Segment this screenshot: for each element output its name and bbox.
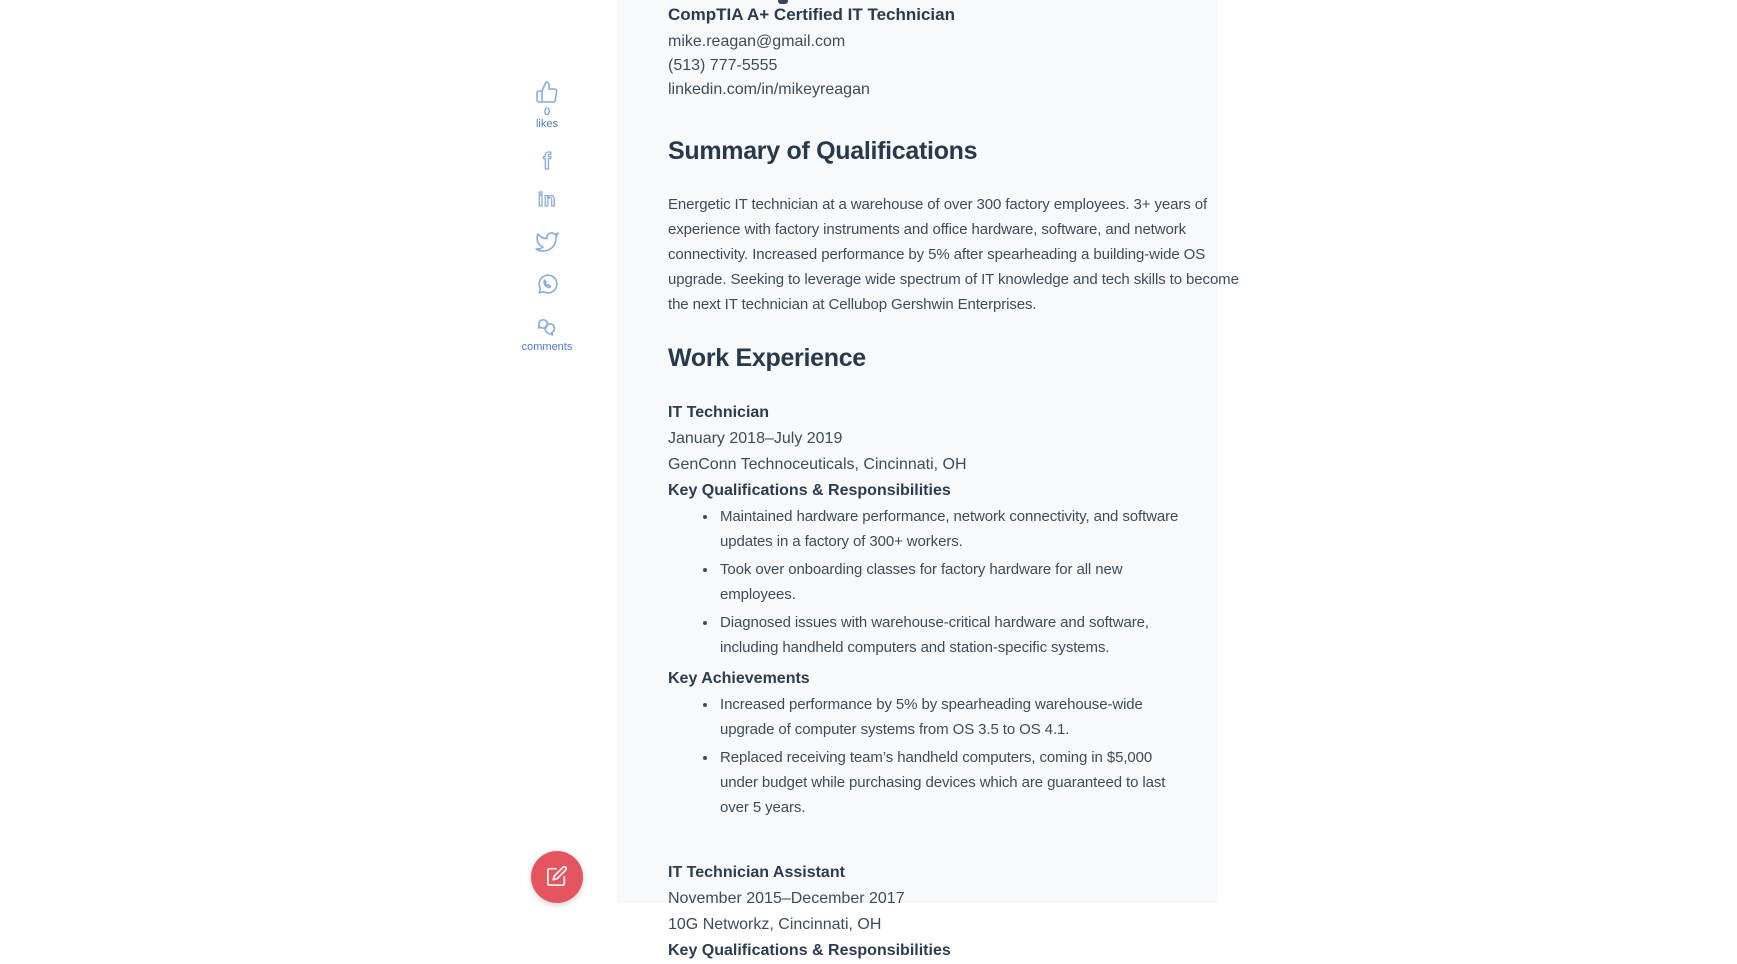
job-dates: January 2018–July 2019 xyxy=(668,430,843,447)
contact-block xyxy=(668,30,1188,102)
summary-line: experience with factory instruments and office hardware, software, and network xyxy=(668,221,1187,238)
list-item: • Diagnosed issues with warehouse-critical hardware and software, including handheld computers and station-specific systems. xyxy=(718,610,1188,660)
list-item: • Maintained hardware performance, network connectivity, and software updates in a factory of 300+ workers. xyxy=(718,504,1188,554)
section-heading-summary: Summary of Qualifications xyxy=(668,137,978,165)
thumbs-up-icon xyxy=(535,80,559,104)
job-title: IT Technician Assistant xyxy=(668,864,845,881)
edit-fab-button[interactable] xyxy=(531,851,583,903)
resume-title: CompTIA A+ Certified IT Technician xyxy=(668,5,955,24)
contact-email: mike.reagan@gmail.com xyxy=(668,33,846,50)
likes-label: likes xyxy=(535,118,558,130)
resume-content xyxy=(668,0,1239,964)
summary-line: the next IT technician at Cellubop Gershwin Enterprises. xyxy=(668,296,1037,313)
job-company: GenConn Technoceuticals, Cincinnati, OH xyxy=(668,456,967,473)
job-dates: November 2015–December 2017 xyxy=(668,890,905,907)
whatsapp-icon xyxy=(535,272,560,297)
summary-line: Energetic IT technician at a warehouse of over 300 factory employees. 3+ years of xyxy=(668,196,1208,213)
job-company: 10G Networkz, Cincinnati, OH xyxy=(668,916,882,933)
edit-icon xyxy=(546,865,568,890)
qualifications-list xyxy=(668,504,1188,660)
section-heading-work-experience: Work Experience xyxy=(668,344,866,372)
list-item: • Replaced receiving team’s handheld computers, coming in $5,000 under budget while purchasing devices which are guaranteed to last over 5 years. xyxy=(718,745,1188,820)
comments-label: comments xyxy=(521,341,573,353)
twitter-icon xyxy=(535,230,559,254)
qualifications-label: Key Qualifications & Responsibilities xyxy=(668,482,951,499)
twitter-share-button[interactable] xyxy=(535,230,559,254)
whatsapp-share-button[interactable] xyxy=(535,272,560,297)
qualifications-label: Key Qualifications & Responsibilities xyxy=(668,942,951,959)
like-count: 0 xyxy=(543,106,551,118)
linkedin-share-button[interactable] xyxy=(538,190,556,212)
summary-line: connectivity. Increased performance by 5% after spearheading a building-wide OS xyxy=(668,246,1206,263)
list-item: • Increased performance by 5% by spearheading warehouse-wide upgrade of computer systems from OS 3.5 to OS 4.1. xyxy=(718,692,1188,742)
job-entry xyxy=(668,860,1188,964)
contact-phone: (513) 777-5555 xyxy=(668,57,778,74)
job-entry xyxy=(668,400,1188,820)
job-title: IT Technician xyxy=(668,404,770,421)
like-button[interactable] xyxy=(535,80,559,130)
comments-icon xyxy=(534,315,560,341)
achievements-list xyxy=(668,692,1188,820)
facebook-icon: f xyxy=(543,148,551,174)
clipped-heading-fragment xyxy=(778,0,788,4)
content-card xyxy=(617,0,1239,959)
summary-line: upgrade. Seeking to leverage wide spectrum of IT knowledge and tech skills to become xyxy=(668,271,1239,288)
achievements-label: Key Achievements xyxy=(668,670,810,687)
comments-button[interactable] xyxy=(522,315,573,353)
list-item: • Took over onboarding classes for factory hardware for all new employees. xyxy=(718,557,1188,607)
social-sidebar xyxy=(521,80,573,353)
contact-linkedin: linkedin.com/in/mikeyreagan xyxy=(668,81,870,98)
facebook-share-button[interactable] xyxy=(543,150,551,172)
linkedin-icon: in xyxy=(538,190,556,211)
summary-paragraph xyxy=(668,192,1239,317)
